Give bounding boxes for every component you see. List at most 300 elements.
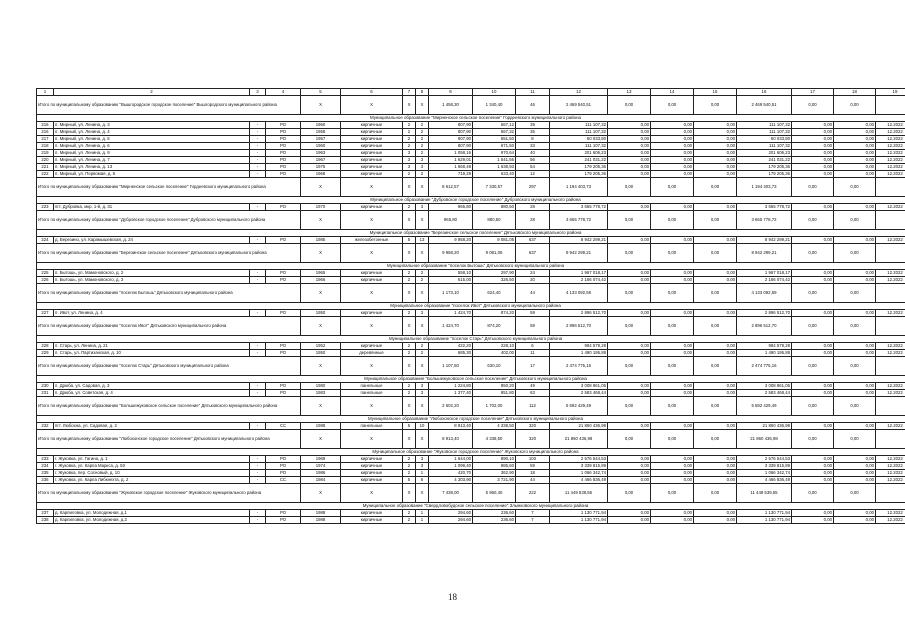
data-cell: 807,90: [429, 136, 473, 143]
data-cell: кирпичные: [341, 150, 403, 157]
data-cell: 2 896 512,70: [550, 310, 608, 317]
data-cell: 0,00: [792, 157, 834, 164]
data-cell: 179 205,36: [737, 164, 792, 171]
subtotal-cell: 0,00: [792, 211, 834, 230]
data-cell: 0,00: [792, 423, 834, 430]
data-cell: 1969: [301, 456, 341, 463]
subtotal-cell: X: [341, 484, 403, 503]
column-number-cell: 19: [876, 89, 905, 96]
data-cell: 0,00: [792, 277, 834, 284]
data-cell: 12.2022: [876, 477, 905, 484]
data-cell: 0,00: [694, 164, 737, 171]
data-cell: 111 107,32: [737, 143, 792, 150]
subtotal-cell: 2 474 775,16: [737, 357, 792, 376]
subtotal-cell: [876, 317, 905, 336]
data-cell: 0,00: [651, 510, 694, 517]
data-cell: 0,00: [834, 423, 876, 430]
subtotal-cell: 28: [516, 211, 550, 230]
data-cell: 1 130 771,94: [550, 510, 608, 517]
municipality-section-row: [37, 503, 905, 510]
data-cell: 222: [37, 171, 54, 178]
data-cell: кирпичные: [341, 343, 403, 350]
data-cell: 0,00: [608, 150, 651, 157]
data-cell: 0,00: [608, 129, 651, 136]
municipality-heading: Муниципальное образование "Жуковское городское поселение" Жуковского муниципального района: [37, 449, 905, 456]
subtotal-label: Итого по муниципальному образованию "Вышгородское городское поселение" Вышгородского муниципального района: [37, 96, 301, 115]
data-cell: 12.2022: [876, 343, 905, 350]
data-cell: 0,00: [834, 150, 876, 157]
data-cell: РО: [266, 456, 301, 463]
subtotal-cell: 0,00: [792, 178, 834, 197]
subtotal-cell: 2 896 512,70: [737, 317, 792, 336]
data-cell: 5: [403, 237, 416, 244]
column-number-cell: 8: [416, 89, 429, 96]
subtotal-cell: 0,00: [792, 357, 834, 376]
data-cell: РО: [266, 150, 301, 157]
data-cell: 111 107,32: [737, 129, 792, 136]
data-cell: кирпичные: [341, 310, 403, 317]
data-cell: 0,00: [792, 456, 834, 463]
subtotal-cell: 0,00: [651, 317, 694, 336]
data-cell: 63: [516, 390, 550, 397]
data-cell: 3 008 961,05: [550, 383, 608, 390]
subtotal-cell: X: [301, 397, 341, 416]
column-number-cell: 7: [403, 89, 416, 96]
data-cell: 2: [403, 350, 416, 357]
subtotal-cell: 0,00: [694, 430, 737, 449]
data-cell: -: [250, 310, 266, 317]
data-cell: 1965: [301, 270, 341, 277]
subtotal-cell: 5 960,40: [473, 484, 516, 503]
data-cell: 0,00: [792, 383, 834, 390]
data-cell: РО: [266, 350, 301, 357]
data-cell: 0,00: [694, 204, 737, 211]
data-cell: 12.2022: [876, 310, 905, 317]
data-cell: 0,00: [651, 390, 694, 397]
subtotal-cell: 0,00: [694, 211, 737, 230]
column-number-cell: 13: [608, 89, 651, 96]
data-cell: кирпичные: [341, 510, 403, 517]
data-cell: 0,00: [694, 350, 737, 357]
subtotal-cell: [876, 284, 905, 303]
data-cell: кирпичные: [341, 470, 403, 477]
data-cell: 1985: [301, 237, 341, 244]
subtotal-cell: 1 107,50: [429, 357, 473, 376]
data-cell: 44: [516, 477, 550, 484]
data-cell: 0,00: [608, 136, 651, 143]
subtotal-cell: 2 469 540,51: [737, 96, 792, 115]
data-cell: 7: [516, 517, 550, 524]
data-cell: 228: [37, 343, 54, 350]
subtotal-cell: 1 173,10: [429, 284, 473, 303]
data-cell: 3 665 778,72: [550, 204, 608, 211]
data-cell: 0,00: [834, 470, 876, 477]
subtotal-cell: 0,00: [651, 284, 694, 303]
subtotal-cell: 0,00: [834, 211, 876, 230]
data-cell: 49: [516, 383, 550, 390]
data-cell: 5: [403, 477, 416, 484]
subtotal-cell: 222: [516, 484, 550, 503]
data-cell: 1988: [301, 423, 341, 430]
subtotal-cell: X: [341, 430, 403, 449]
data-cell: 890,10: [473, 456, 516, 463]
subtotal-row: [37, 484, 905, 503]
data-cell: -: [250, 136, 266, 143]
data-cell: 685,30: [429, 350, 473, 357]
data-cell: 12.2022: [876, 510, 905, 517]
data-cell: 0,00: [608, 157, 651, 164]
data-cell: 965,80: [429, 204, 473, 211]
subtotal-cell: 0,00: [608, 317, 651, 336]
subtotal-cell: 1 340,40: [473, 96, 516, 115]
data-cell: 0,00: [694, 470, 737, 477]
subtotal-cell: 0,00: [651, 244, 694, 263]
data-cell: 2 166 074,42: [737, 277, 792, 284]
address-cell: п. Старь, ул. Партизанская, д. 10: [54, 350, 250, 357]
subtotal-cell: 0,00: [792, 96, 834, 115]
building-row: [37, 204, 905, 211]
subtotal-cell: 630,10: [473, 357, 516, 376]
data-cell: РО: [266, 237, 301, 244]
data-cell: 3: [416, 383, 429, 390]
data-cell: 60 033,80: [550, 136, 608, 143]
data-cell: 59: [516, 310, 550, 317]
data-cell: 2 896 512,70: [737, 310, 792, 317]
data-cell: 0,00: [694, 310, 737, 317]
data-cell: деревянные: [341, 350, 403, 357]
data-cell: 1950: [301, 350, 341, 357]
data-cell: 3 008 961,05: [737, 383, 792, 390]
data-cell: -: [250, 423, 266, 430]
data-cell: -: [250, 343, 266, 350]
municipality-section-row: [37, 449, 905, 456]
data-cell: кирпичные: [341, 204, 403, 211]
data-cell: 0,00: [608, 517, 651, 524]
data-cell: 35: [516, 129, 550, 136]
subtotal-label: Итого по муниципальному образованию "поселок Бытошь" Дятьковского муниципального района: [37, 284, 301, 303]
subtotal-cell: 0,00: [694, 244, 737, 263]
data-cell: 28: [516, 204, 550, 211]
subtotal-cell: 0,00: [651, 430, 694, 449]
subtotal-cell: 0,00: [694, 484, 737, 503]
subtotal-cell: X: [341, 284, 403, 303]
subtotal-cell: 0,00: [834, 317, 876, 336]
data-cell: 851,80: [473, 390, 516, 397]
data-cell: 225: [37, 270, 54, 277]
subtotal-cell: 0,00: [608, 96, 651, 115]
data-cell: 807,90: [429, 143, 473, 150]
data-cell: 237: [37, 510, 54, 517]
data-cell: 0,00: [834, 310, 876, 317]
subtotal-cell: 3 665 778,72: [737, 211, 792, 230]
data-cell: 0,00: [792, 122, 834, 129]
data-cell: кирпичные: [341, 122, 403, 129]
subtotal-cell: 965,80: [429, 211, 473, 230]
building-row: [37, 270, 905, 277]
data-cell: 10: [416, 423, 429, 430]
data-cell: кирпичные: [341, 270, 403, 277]
data-cell: 236,60: [473, 517, 516, 524]
data-cell: 12.2022: [876, 157, 905, 164]
subtotal-cell: 0,00: [694, 317, 737, 336]
subtotal-cell: X: [416, 357, 429, 376]
subtotal-cell: X: [301, 284, 341, 303]
data-cell: 21 860 436,98: [737, 423, 792, 430]
data-cell: 236: [37, 477, 54, 484]
column-number-cell: 4: [266, 89, 301, 96]
subtotal-cell: 880,50: [473, 211, 516, 230]
data-cell: 12.2022: [876, 270, 905, 277]
subtotal-cell: 44: [516, 284, 550, 303]
data-cell: 2: [403, 390, 416, 397]
address-cell: г. Жуковка, пер. Сосновый, д. 10: [54, 470, 250, 477]
data-cell: 224: [37, 237, 54, 244]
data-cell: -: [250, 122, 266, 129]
data-cell: 12.2022: [876, 143, 905, 150]
data-cell: -: [250, 164, 266, 171]
data-cell: 294,60: [429, 517, 473, 524]
data-cell: РО: [266, 157, 301, 164]
data-cell: 219: [37, 150, 54, 157]
data-cell: 218: [37, 143, 54, 150]
data-cell: 233: [37, 456, 54, 463]
data-cell: 651,50: [473, 136, 516, 143]
data-cell: 2: [416, 150, 429, 157]
data-cell: 0,00: [792, 470, 834, 477]
data-cell: 0,00: [792, 164, 834, 171]
data-cell: 223: [37, 204, 54, 211]
address-cell: п. Бытошь, ул. Мамоновского, д. 2: [54, 270, 250, 277]
building-row: [37, 456, 905, 463]
subtotal-cell: 11 449 539,55: [737, 484, 792, 503]
data-cell: 0,00: [651, 122, 694, 129]
data-cell: 12.2022: [876, 470, 905, 477]
data-cell: 215: [37, 122, 54, 129]
data-cell: 2: [403, 143, 416, 150]
data-cell: 0,00: [651, 143, 694, 150]
building-row: [37, 277, 905, 284]
subtotal-cell: 637: [516, 244, 550, 263]
data-cell: 0,00: [694, 143, 737, 150]
data-cell: РО: [266, 143, 301, 150]
subtotal-cell: X: [403, 317, 416, 336]
subtotal-cell: 8 913,40: [429, 430, 473, 449]
data-cell: 0,00: [694, 343, 737, 350]
data-cell: кирпичные: [341, 157, 403, 164]
data-cell: 1: [416, 517, 429, 524]
data-cell: железобетонные: [341, 237, 403, 244]
address-cell: п. Мирный, ул. Ленина, д. 9: [54, 150, 250, 157]
municipality-heading: Муниципальное образование "Березинское сельское поселение" Дятьковского муниципального района: [37, 230, 905, 237]
data-cell: 2: [416, 143, 429, 150]
subtotal-cell: 0,00: [651, 397, 694, 416]
data-cell: 2: [416, 136, 429, 143]
subtotal-cell: 59: [516, 317, 550, 336]
data-cell: 40: [516, 150, 550, 157]
data-cell: 326,50: [473, 277, 516, 284]
subtotal-cell: 1 424,70: [429, 317, 473, 336]
data-cell: 238: [37, 517, 54, 524]
building-row: [37, 383, 905, 390]
data-cell: кирпичные: [341, 477, 403, 484]
subtotal-cell: X: [301, 430, 341, 449]
data-cell: кирпичные: [341, 456, 403, 463]
subtotal-row: [37, 244, 905, 263]
data-cell: 0,00: [694, 390, 737, 397]
data-cell: 2: [403, 204, 416, 211]
data-cell: 2: [403, 343, 416, 350]
data-cell: 0,00: [834, 517, 876, 524]
data-cell: 1983: [301, 390, 341, 397]
address-cell: п. Старь, ул. Ленина, д. 21: [54, 343, 250, 350]
data-cell: 558,10: [429, 270, 473, 277]
subtotal-cell: X: [341, 357, 403, 376]
data-cell: 420,70: [429, 470, 473, 477]
subtotal-cell: 2 896 512,70: [550, 317, 608, 336]
data-cell: 0,00: [651, 129, 694, 136]
subtotal-cell: X: [341, 317, 403, 336]
data-cell: 0,00: [651, 150, 694, 157]
data-cell: 0,00: [694, 423, 737, 430]
data-cell: 0,00: [834, 456, 876, 463]
address-cell: п. Мирный, ул. Ленина, д. 3: [54, 122, 250, 129]
data-cell: 850,20: [473, 383, 516, 390]
data-cell: 8 942 299,21: [737, 237, 792, 244]
data-cell: 179 205,36: [737, 171, 792, 178]
data-cell: 1: [416, 470, 429, 477]
subtotal-cell: [876, 357, 905, 376]
subtotal-cell: [876, 244, 905, 263]
subtotal-cell: 3 665 778,72: [550, 211, 608, 230]
data-cell: 201 606,23: [737, 150, 792, 157]
subtotal-cell: X: [341, 397, 403, 416]
data-cell: 3: [416, 310, 429, 317]
data-cell: 0,00: [651, 237, 694, 244]
subtotal-cell: 1 194 403,73: [737, 178, 792, 197]
data-cell: 1 541,56: [473, 157, 516, 164]
building-row: [37, 136, 905, 143]
subtotal-cell: 0,00: [651, 178, 694, 197]
data-cell: 0,00: [651, 517, 694, 524]
address-cell: пгт. Дубровка, мкр. 1-й, д. 31: [54, 204, 250, 211]
data-cell: 1984: [301, 477, 341, 484]
data-cell: 3: [416, 164, 429, 171]
subtotal-cell: 7 438,00: [429, 484, 473, 503]
data-cell: РО: [266, 164, 301, 171]
data-cell: 111 107,32: [550, 143, 608, 150]
subtotal-cell: 0,00: [834, 430, 876, 449]
data-cell: РО: [266, 136, 301, 143]
subtotal-row: [37, 284, 905, 303]
data-cell: 12.2022: [876, 164, 905, 171]
data-cell: -: [250, 237, 266, 244]
data-cell: -: [250, 350, 266, 357]
subtotal-cell: 17: [516, 357, 550, 376]
column-number-cell: 16: [737, 89, 792, 96]
column-number-row: [37, 89, 905, 96]
building-row: [37, 477, 905, 484]
data-cell: 1 424,70: [429, 310, 473, 317]
data-cell: 0,00: [608, 122, 651, 129]
data-cell: 0,00: [608, 143, 651, 150]
subtotal-cell: 9 081,05: [473, 244, 516, 263]
subtotal-cell: 624,40: [473, 284, 516, 303]
subtotal-label: Итого по муниципальному образованию "Большежуковское сельское поселение" Дятьковского муниципального района: [37, 397, 301, 416]
municipality-section-row: [37, 263, 905, 270]
data-cell: РО: [266, 390, 301, 397]
data-cell: РО: [266, 517, 301, 524]
data-cell: 0,00: [694, 171, 737, 178]
data-cell: 60 033,80: [737, 136, 792, 143]
data-cell: 3 339 815,89: [550, 463, 608, 470]
data-cell: 0,00: [792, 343, 834, 350]
data-cell: 9 081,05: [473, 237, 516, 244]
data-cell: 0,00: [608, 310, 651, 317]
subtotal-cell: X: [341, 244, 403, 263]
data-cell: 0,00: [834, 129, 876, 136]
subtotal-cell: 1 458,30: [429, 96, 473, 115]
data-cell: 0,00: [792, 143, 834, 150]
municipality-heading: Муниципальное образование "поселок Ивот" Дятьковского муниципального района: [37, 303, 905, 310]
subtotal-cell: 0,00: [651, 357, 694, 376]
address-cell: п. Бытошь, ул. Мамоновского, д. 3: [54, 277, 250, 284]
data-cell: 13: [416, 237, 429, 244]
data-cell: 874,20: [473, 310, 516, 317]
subtotal-cell: 0,00: [651, 96, 694, 115]
address-cell: п. Мирный, ул. Ленина, д. 13: [54, 164, 250, 171]
data-cell: 5: [403, 423, 416, 430]
subtotal-cell: 0,00: [792, 317, 834, 336]
data-cell: 241 031,22: [550, 157, 608, 164]
subtotal-label: Итого по муниципальному образованию "поселок Ивот" Дятьковского муниципального района: [37, 317, 301, 336]
data-cell: 2: [403, 463, 416, 470]
data-cell: 0,00: [792, 237, 834, 244]
address-cell: д. Березино, ул. Карамышевская, д. 24: [54, 237, 250, 244]
subtotal-cell: X: [301, 317, 341, 336]
data-cell: кирпичные: [341, 164, 403, 171]
data-cell: -: [250, 470, 266, 477]
address-cell: п. Мирный, ул. Ленина, д. 4: [54, 129, 250, 136]
data-cell: 2: [416, 343, 429, 350]
data-cell: 1 668,48: [429, 164, 473, 171]
subtotal-cell: 8 612,57: [429, 178, 473, 197]
data-cell: 1974: [301, 463, 341, 470]
data-cell: 294,60: [429, 510, 473, 517]
subtotal-label: Итого по муниципальному образованию "поселок Старь" Дятьковского муниципального района: [37, 357, 301, 376]
data-cell: кирпичные: [341, 143, 403, 150]
data-cell: 2: [403, 456, 416, 463]
column-number-cell: 2: [54, 89, 250, 96]
building-row: [37, 390, 905, 397]
data-cell: 0,00: [608, 510, 651, 517]
data-cell: 0,00: [608, 277, 651, 284]
subtotal-cell: 0,00: [608, 430, 651, 449]
subtotal-cell: 0,00: [834, 484, 876, 503]
subtotal-cell: X: [403, 244, 416, 263]
data-cell: 12.2022: [876, 277, 905, 284]
data-cell: 0,00: [651, 277, 694, 284]
subtotal-cell: 5 592 429,49: [737, 397, 792, 416]
subtotal-cell: X: [416, 178, 429, 197]
data-cell: 59: [516, 463, 550, 470]
subtotal-row: [37, 96, 905, 115]
data-cell: 1 058,16: [429, 150, 473, 157]
data-cell: 0,00: [834, 277, 876, 284]
subtotal-label: Итого по муниципальному образованию "Любохонское городское поселение" Дятьковского муниципального района: [37, 430, 301, 449]
subtotal-cell: 9 958,20: [429, 244, 473, 263]
subtotal-cell: 46: [516, 96, 550, 115]
subtotal-cell: X: [301, 484, 341, 503]
